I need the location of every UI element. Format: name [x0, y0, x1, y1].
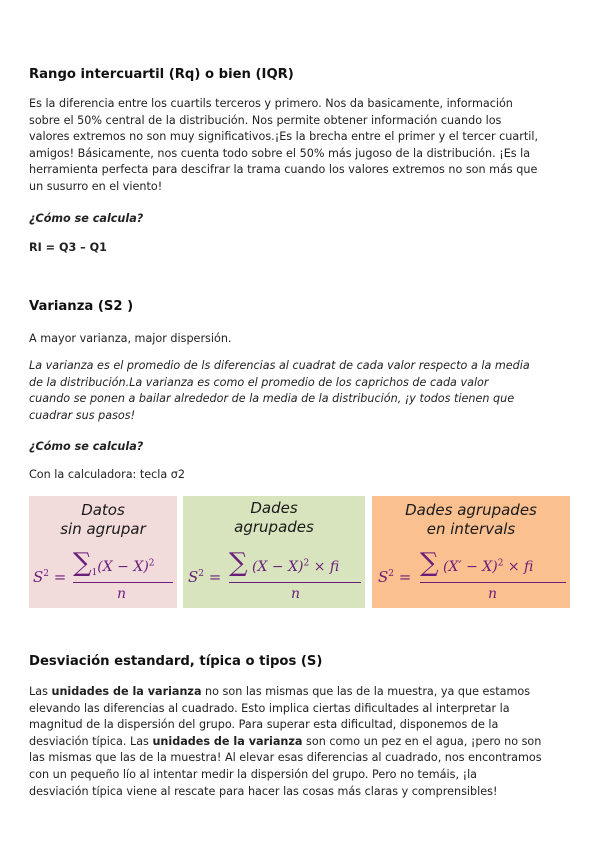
varianza-intro: A mayor varianza, major dispersión.	[29, 332, 232, 345]
formula-lhs: $S^2$ =	[33, 568, 67, 586]
varianza-line: de la distribución.La varianza es como el promedio de los caprichos de cada valor	[29, 375, 489, 389]
formula-numerator: ∑ $(X' - X)^2$ × fi	[420, 548, 534, 578]
desviacion-line: desviación típica. Las unidades de la varianza son como un pez en el agua, ¡pero no son	[29, 734, 542, 748]
varianza-line: cuando se ponen a bailar alrededor de la media de la distribución, ¡y todos tienen que	[29, 392, 515, 406]
desviacion-title: Desviación estandard, típica o tipos (S)	[29, 654, 323, 669]
calculator-note: Con la calculadora: tecla σ2	[29, 468, 186, 481]
iqr-how-label: ¿Cómo se calcula?	[29, 212, 144, 225]
formula-numerator: $\sum_1(X - X)^2$	[73, 548, 155, 578]
varianza-line: cuadrar sus pasos!	[29, 408, 136, 422]
desviacion-line: con un pequeño lío al intentar medir la dispersión del grupo. Pero no temáis, ¡la	[29, 768, 478, 781]
iqr-line: sobre el 50% central de la distribución. Nos permite obtener información cuando los	[29, 113, 502, 127]
formula-denominator: n	[291, 586, 301, 602]
iqr-line: Es la diferencia entre los cuartils terceros y primero. Nos da basicamente, información	[29, 97, 513, 110]
formula-box-intervals	[372, 496, 570, 608]
box-title-line2: agrupades	[234, 518, 314, 536]
box-title-line2: en intervals	[426, 520, 516, 538]
formula-box-ungrouped	[29, 496, 177, 608]
iqr-line: valores extremos no son muy significativos.¡Es la brecha entre el primer y el tercer cuartil,	[29, 130, 539, 144]
box-title-line1: Dades agrupades	[405, 501, 537, 519]
varianza-line: La varianza es el promedio de ls diferencias al cuadrat de cada valor respecto a la media	[29, 359, 530, 372]
iqr-title: Rango intercuartil (Rq) o bien (IQR)	[29, 67, 294, 82]
formula-lhs: $S^2$ =	[188, 568, 222, 586]
formula-numerator: ∑ $(X - X)^2$ × fi	[229, 548, 340, 578]
desviacion-line: magnitud de la dispersión del grupo. Para superar esta dificultad, disponemos de la	[29, 718, 499, 732]
formula-box-grouped	[183, 496, 365, 608]
iqr-line: amigos! Básicamente, nos cuenta todo sobre el 50% más jugoso de la distribución. ¡Es la	[29, 146, 531, 160]
box-title-line1: Datos	[81, 501, 125, 519]
iqr-line: herramienta perfecta para descifrar la trama cuando los valores extremos no son más que	[29, 163, 538, 177]
iqr-formula: RI = Q3 – Q1	[29, 241, 107, 254]
formula-denominator: n	[117, 586, 127, 602]
fraction-bar	[229, 582, 361, 583]
varianza-how-label: ¿Cómo se calcula?	[29, 440, 144, 453]
formula-denominator: n	[488, 586, 498, 602]
desviacion-line: desviación típica viene al rescate para hacer las cosas más claras y comprensibles!	[29, 784, 498, 798]
formula-lhs: $S^2$ =	[378, 568, 412, 586]
desviacion-line: Las unidades de la varianza no son las mismas que las de la muestra, ya que estamos	[29, 685, 531, 698]
varianza-title: Varianza (S2 )	[29, 299, 134, 314]
iqr-line: un susurro en el viento!	[29, 180, 163, 193]
fraction-bar	[73, 582, 173, 583]
box-title-line1: Dades	[250, 499, 298, 517]
fraction-bar	[420, 582, 566, 583]
desviacion-line: las mismas que las de la muestra! Al elevar esas diferencias al cuadrado, nos encontramos	[29, 751, 542, 765]
desviacion-line: elevando las diferencias al cuadrado. Esto implica ciertas dificultades al interpretar la	[29, 701, 510, 715]
box-title-line2: sin agrupar	[60, 520, 146, 538]
